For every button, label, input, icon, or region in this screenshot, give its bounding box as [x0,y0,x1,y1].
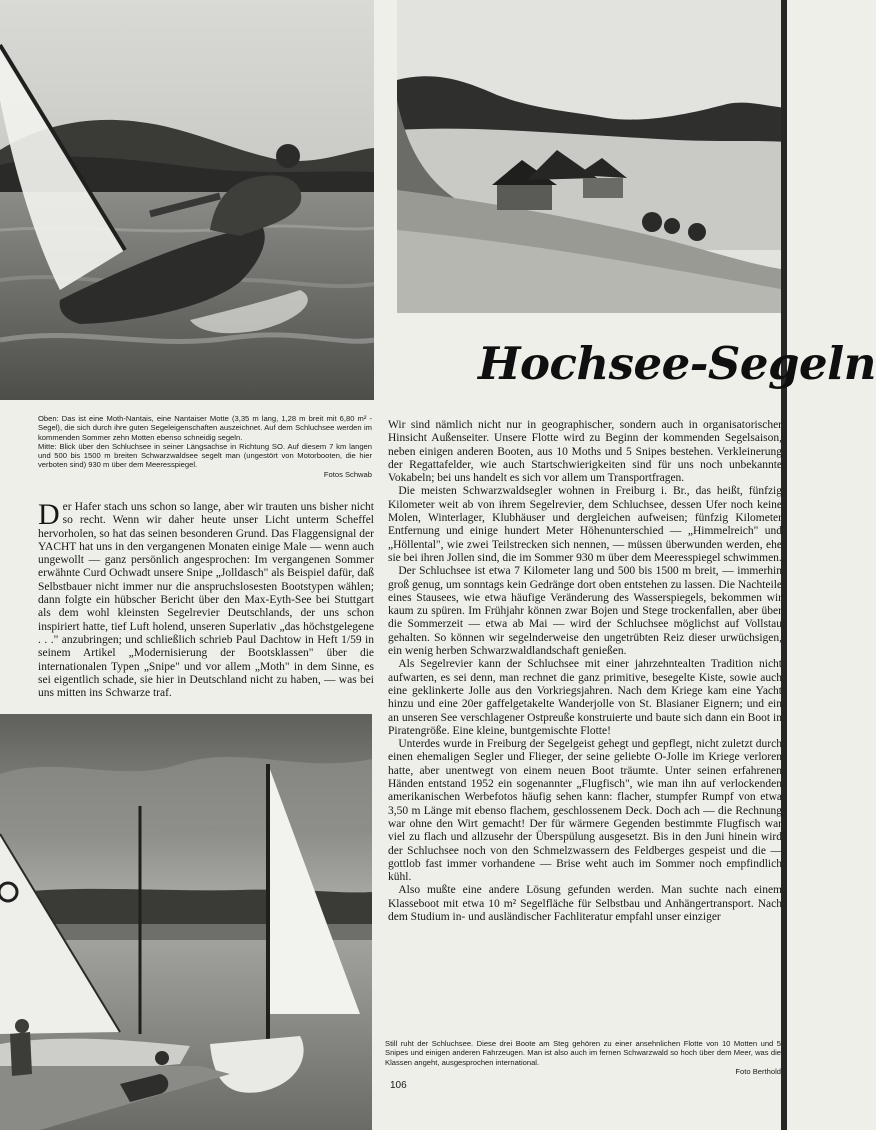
paragraph: Als Segelrevier kann der Schluchsee mit einer jahrzehntealten Tradition nicht aufwarten, es sei denn, man rechnet die ganz primitive, besegelte Kiste, sowie auch eine geklinkerte Jolle aus den Vorkriegsjahren. Nach dem Kriege kam eine Yacht hinzu und eine 20er gaffelgetakelte Wanderjolle von St. Blasianer Eignern; und ein an unseren See verschlagener Ostpreuße konstruierte und baute sich dann ein Boot in Piratengröße. Eine kleine, buntgemischte Flotte! [388,658,782,737]
caption-top-text-2: Mitte: Blick über den Schluchsee in seiner Längsachse in Richtung SO. Auf diesem 7 km langen und 500 bis 1500 m breiten Schwarzwaldsee segelt man (ungestört von Motorbooten, die hier verboten sind) 930 m über dem Meeresspiegel. [38,441,372,470]
paragraph: Der Schluchsee ist etwa 7 Kilometer lang und 500 bis 1500 m breit, — immerhin groß genug, um sonntags kein Gedränge dort oben entstehen zu lassen. Die Nachteile eines Stausees, wie etwa häufige Veränderung des Wasserspiegels, bekommen wir kaum zu spüren. Im Frühjahr können zwar Bojen und Stege trockenfallen, aber über die Sommerzeit — etwa ab Mai — wird der Schluchsee möglichst auf Vollstau gehalten. So können wir segelnderweise den ungetrübten Reiz dieser urwüchsigen, ein wenig herben Schwarzwaldlandschaft genießen. [388,565,782,658]
headline: Hochsee-Segeln [478,337,876,390]
article-column-right [388,419,782,924]
caption-top [38,414,372,479]
caption-bottom-credit: Foto Berthold [735,1066,781,1076]
dropcap: D [38,498,60,531]
paragraph: Also mußte eine andere Lösung gefunden werden. Man suchte nach einem Klasseboot mit etwa 10 m² Segelfläche für Selbstbau und Anhängertransport. Nach dem Studium in- und ausländischer Fachliteratur empfahl unser einziger [388,884,782,923]
page-number: 106 [390,1080,407,1091]
caption-top-credit: Fotos Schwab [323,469,372,479]
article-column-left [38,498,374,700]
caption-bottom [385,1039,781,1076]
paragraph: Die meisten Schwarzwaldsegler wohnen in Freiburg i. Br., das heißt, fünfzig Kilometer weit ab von ihrem Segelrevier, dem Schluchsee, dessen Ufer noch keine Molen, Winterlager, Klubhäuser und dergleichen aufweisen; fünfzig Kilometer Entfernung und einige hundert Meter Höhenunterschied — „Himmelreich" und „Höllental", wie zwei Teilstrecken sich nennen, — müssen überwunden werden, ehe sie bei ihren Jollen sind, die im Sommer 930 m über dem Meeresspiegel schwimmen. [388,485,782,564]
caption-top-text-1: Oben: Das ist eine Moth-Nantais, eine Nantaiser Motte (3,35 m lang, 1,28 m breit mit 6,80 m² - Segel), die sich durch ihre guten Segeleigenschaften auszeichnet. Auf dem Schluchsee werden im kommenden Sommer zehn Motten ebenso schneidig segeln. [38,414,372,442]
caption-bottom-text: Still ruht der Schluchsee. Diese drei Boote am Steg gehören zu einer ansehnlichen Flotte von 10 Motten und 5 Snipes und einigen anderen Fahrzeugen. Man ist also auch im fernen Schwarzwald so hoch über dem Meer, was die Klassen angeht, ausgesprochen international. [385,1039,781,1067]
paragraph-intro-text: er Hafer stach uns schon so lange, aber wir trauten uns bisher nicht so recht. Wenn wir daher heute unser Licht unterm Scheffel hervorholen, so hat das seinen besonderen Grund. Das Flaggensignal der YACHT hat uns in den vergangenen Monaten einige Male — wenn auch ungewollt — ganz persönlich angesprochen: Im vergangenen Sommer erwähnte Curd Ochwadt unsere Snipe „Jolldasch" als Beispiel dafür, daß Selbstbauer nicht immer nur die anspruchslosesten Bootstypen wählen; dann folgte ein hübscher Bericht über den Max-Eyth-See bei Stuttgart als dem wohl kleinsten Segelrevier Deutschlands, der uns schon inspiriert hatte, tief Luft holend, unseren Superlativ „das höchstgelegene . . ." anzubringen; und schließlich schrieb Paul Dachtow in Heft 1/59 in seinem Artikel „Modernisierung der Bootsklassen" über die internationalen Typen „Snipe" und vor allem „Moth" in dem Sinne, es sei eigentlich schade, sie hier in Deutschland nicht zu haben, — was bei uns mitten ins Schwarze traf. [38,501,374,700]
photo-moth-sailing [0,0,374,400]
paragraph-intro [38,498,374,700]
photo-boats-at-jetty [0,714,372,1130]
paragraph: Wir sind nämlich nicht nur in geographischer, sondern auch in organisatorischer Hinsicht Außenseiter. Unsere Flotte wird zu Beginn der kommenden Segelsaison, neben einigen anderen Booten, aus 10 Moths und 5 Snipes bestehen. Verkleinerung der Regattafelder, wie auch Startschwierigkeiten sind für uns noch unbekannte Vokabeln; bei uns handelt es sich vor allem um Transportfragen. [388,419,782,485]
photo-schluchsee-landscape [397,0,786,313]
paragraph: Unterdes wurde in Freiburg der Segelgeist gehegt und gepflegt, nicht zuletzt durch einen ehemaligen Segler und Flieger, der seine geliebte O-Jolle im Kriege verloren hatte, aber unentwegt von einem neuen Boot träumte. Unter seinen erfahrenen Händen entstand 1952 ein sogenannter „Flugfisch", wie man ihn auf verlockenden amerikanischen Werbefotos häufig sehen kann: flacher, stumpfer Rumpf von etwa 3,50 m Länge mit ebenso flachem, geschlossenem Deck. Doch ach — die Rechnung war ohne den Wirt gemacht! Der für wärmere Gegenden bestimmte Flugfisch war viel zu flach und allzusehr der Überspülung ausgesetzt. Bis in den Juni hinein wird der Schluchsee noch von den Schmelzwassern des Feldberges gespeist und die — gottlob fast immer vorhandene — Brise weht auch im Sommer noch empfindlich kühl. [388,738,782,884]
